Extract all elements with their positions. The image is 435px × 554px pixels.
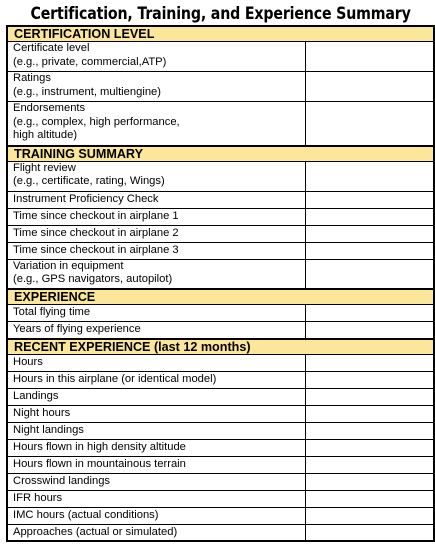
form-row-crosswind-landings — [7, 473, 434, 490]
row-label — [7, 524, 305, 541]
value-field[interactable] — [305, 507, 434, 524]
form-row-certificate-level — [7, 42, 434, 72]
row-label-text: Years of flying experience — [13, 323, 141, 335]
row-label-text: Hours in this airplane (or identical model) — [13, 372, 217, 385]
row-label — [7, 208, 305, 225]
row-label-text: Approaches (actual or simulated) — [13, 525, 178, 538]
page-title: Certification, Training, and Experience Summary — [30, 4, 411, 23]
row-label — [7, 405, 305, 422]
row-label-text: Hours flown in mountainous terrain — [13, 457, 186, 470]
row-label — [7, 354, 305, 371]
row-label-text: IMC hours (actual conditions) — [13, 508, 159, 521]
summary-table-body — [7, 26, 434, 541]
value-field[interactable] — [305, 405, 434, 422]
row-label-text: Time since checkout in airplane 3 — [13, 243, 179, 256]
form-row-approaches — [7, 524, 434, 541]
row-label — [7, 371, 305, 388]
row-label-text: Total flying time — [13, 306, 91, 319]
row-label — [7, 507, 305, 524]
row-label — [7, 422, 305, 439]
section-heading: RECENT EXPERIENCE (last 12 months) — [7, 339, 434, 355]
value-field[interactable] — [305, 259, 434, 289]
row-label-text: Time since checkout in airplane 2 — [13, 226, 179, 239]
form-row-years-of-flying-experience — [7, 322, 434, 339]
row-label-text: Crosswind landings — [13, 474, 111, 487]
form-row-hours-in-this-airplane — [7, 371, 434, 388]
form-row-landings — [7, 388, 434, 405]
summary-table — [6, 25, 435, 542]
value-field[interactable] — [305, 371, 434, 388]
row-label-hint: (e.g., GPS navigators, autopilot) — [13, 273, 173, 285]
row-label-text: Time since checkout in airplane 1 — [13, 209, 179, 222]
form-row-time-since-checkout-in-airplane-2 — [7, 225, 434, 242]
row-label — [7, 259, 305, 289]
row-label — [7, 191, 305, 208]
row-label-text: IFR hours — [13, 491, 63, 504]
form-row-variation-in-equipment — [7, 259, 434, 289]
value-field[interactable] — [305, 42, 434, 72]
form-row-total-flying-time — [7, 305, 434, 322]
row-label-text: Instrument Proficiency Check — [13, 192, 159, 205]
section-heading: EXPERIENCE — [7, 289, 434, 305]
value-field[interactable] — [305, 161, 434, 191]
row-label-text: Flight review — [13, 161, 76, 174]
value-field[interactable] — [305, 208, 434, 225]
row-label — [7, 225, 305, 242]
row-label — [7, 242, 305, 259]
value-field[interactable] — [305, 388, 434, 405]
form-row-hours-flown-in-mountainous-terrain — [7, 456, 434, 473]
value-field[interactable] — [305, 354, 434, 371]
form-row-night-landings — [7, 422, 434, 439]
row-label-text: Certificate level — [13, 42, 90, 54]
row-label — [7, 388, 305, 405]
value-field[interactable] — [305, 473, 434, 490]
section-heading: CERTIFICATION LEVEL — [7, 26, 434, 42]
value-field[interactable] — [305, 490, 434, 507]
row-label-hint: high altitude) — [13, 129, 78, 141]
row-label-text: Night hours — [13, 406, 71, 419]
value-field[interactable] — [305, 225, 434, 242]
value-field[interactable] — [305, 191, 434, 208]
row-label — [7, 322, 305, 339]
form-row-ifr-hours — [7, 490, 434, 507]
value-field[interactable] — [305, 322, 434, 339]
value-field[interactable] — [305, 242, 434, 259]
form-row-ratings — [7, 72, 434, 102]
row-label — [7, 42, 305, 72]
form-row-imc-hours — [7, 507, 434, 524]
value-field[interactable] — [305, 102, 434, 146]
row-label — [7, 102, 305, 146]
row-label — [7, 473, 305, 490]
value-field[interactable] — [305, 456, 434, 473]
form-row-time-since-checkout-in-airplane-3 — [7, 242, 434, 259]
form-row-flight-review — [7, 161, 434, 191]
form-row-hours — [7, 354, 434, 371]
row-label-hint: (e.g., private, commercial,ATP) — [13, 55, 167, 68]
row-label-text: Hours flown in high density altitude — [13, 440, 186, 453]
value-field[interactable] — [305, 422, 434, 439]
row-label-text: Endorsements — [13, 102, 86, 114]
section-header-experience — [7, 289, 434, 305]
value-field[interactable] — [305, 72, 434, 102]
section-header-training-summary — [7, 146, 434, 162]
row-label-text: Ratings — [13, 72, 51, 84]
row-label — [7, 305, 305, 322]
row-label-hint: (e.g., complex, high performance, — [13, 115, 180, 128]
value-field[interactable] — [305, 524, 434, 541]
row-label-text: Hours — [13, 355, 43, 368]
row-label-hint: (e.g., instrument, multiengine) — [13, 85, 161, 98]
row-label-text: Night landings — [13, 423, 84, 436]
section-header-recent-experience — [7, 339, 434, 355]
form-row-hours-flown-in-high-density-altitude — [7, 439, 434, 456]
value-field[interactable] — [305, 305, 434, 322]
section-heading: TRAINING SUMMARY — [7, 146, 434, 162]
form-row-instrument-proficiency-check — [7, 191, 434, 208]
form-row-time-since-checkout-in-airplane-1 — [7, 208, 434, 225]
row-label-hint: (e.g., certificate, rating, Wings) — [13, 175, 165, 187]
row-label — [7, 161, 305, 191]
form-row-night-hours — [7, 405, 434, 422]
value-field[interactable] — [305, 439, 434, 456]
row-label — [7, 72, 305, 102]
row-label-text: Landings — [13, 389, 59, 402]
row-label — [7, 456, 305, 473]
section-header-certification-level — [7, 26, 434, 42]
row-label-text: Variation in equipment — [13, 259, 124, 272]
form-row-endorsements — [7, 102, 434, 146]
row-label — [7, 439, 305, 456]
row-label — [7, 490, 305, 507]
